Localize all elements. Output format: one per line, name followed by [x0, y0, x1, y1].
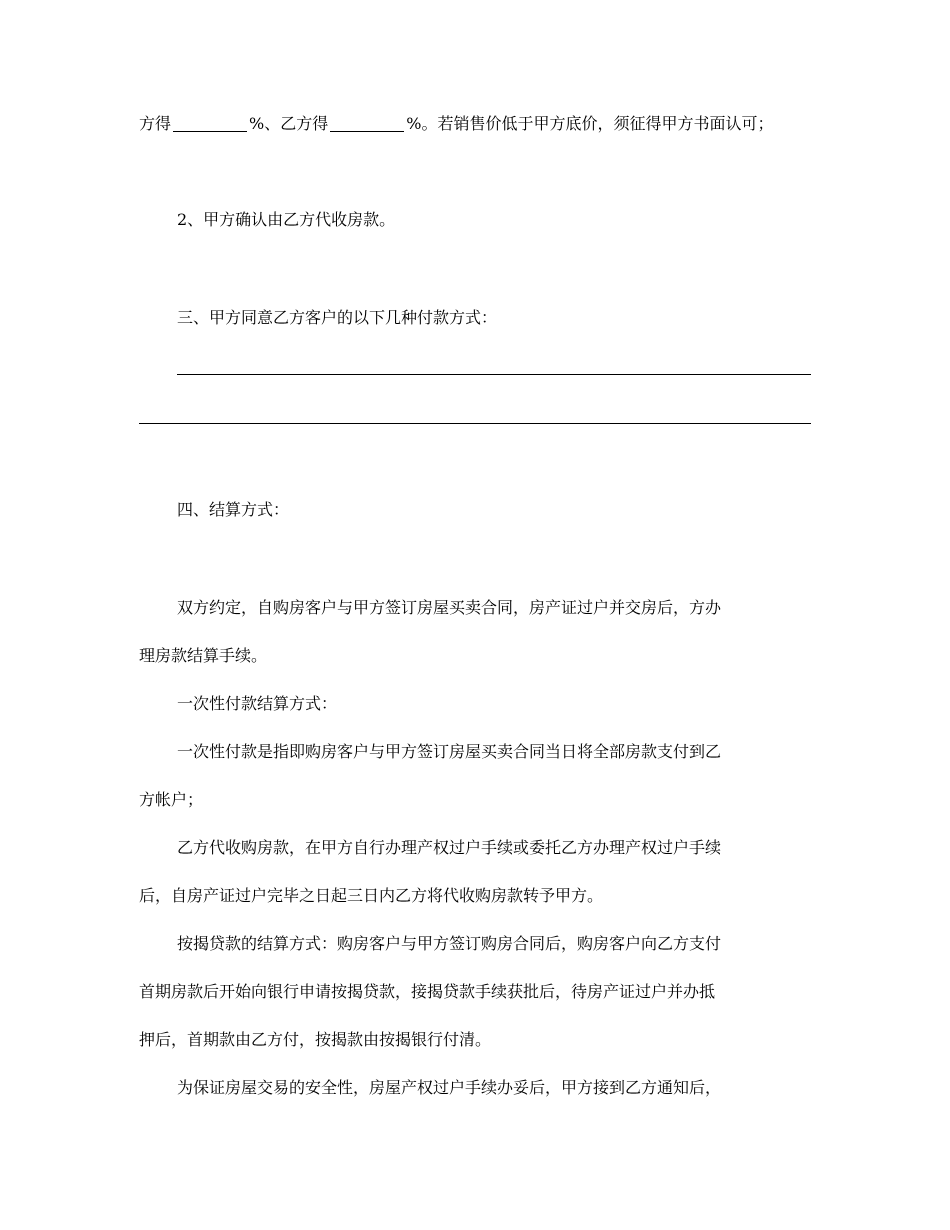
section-4-heading: 四、结算方式：: [177, 500, 290, 519]
paragraph-line: 理房款结算手续。: [139, 646, 268, 665]
text-segment: %。若销售价低于甲方底价，须征得甲方书面认可；: [406, 114, 774, 133]
paragraph-line: 一次性付款是指即购房客户与甲方签订房屋买卖合同当日将全部房款支付到乙: [177, 742, 722, 761]
blank-field-party-a-share[interactable]: [173, 115, 247, 132]
blank-field-party-b-share[interactable]: [330, 115, 404, 132]
paragraph-line: 方帐户；: [139, 790, 204, 809]
paragraph-line: 乙方代收购房款，在甲方自行办理产权过户手续或委托乙方办理产权过户手续: [177, 838, 722, 857]
paragraph-line: 为保证房屋交易的安全性，房屋产权过户手续办妥后，甲方接到乙方通知后，: [177, 1078, 722, 1097]
fill-in-rule[interactable]: [139, 423, 811, 424]
paragraph-line: 押后，首期款由乙方付，按揭款由按揭银行付清。: [139, 1030, 492, 1049]
paragraph-line: 按揭贷款的结算方式：购房客户与甲方签订购房合同后，购房客户向乙方支付: [177, 934, 722, 953]
section-3-heading: 三、甲方同意乙方客户的以下几种付款方式：: [177, 308, 498, 327]
share-percentage-line: [139, 112, 811, 136]
text-segment: 方得: [139, 114, 172, 133]
fill-in-rule[interactable]: [177, 374, 811, 375]
paragraph-line: 后，自房产证过户完毕之日起三日内乙方将代收购房款转予甲方。: [139, 886, 604, 905]
text-segment: %、乙方得: [249, 114, 329, 133]
paragraph-line: 一次性付款结算方式：: [177, 694, 338, 713]
clause-2: 2、甲方确认由乙方代收房款。: [177, 210, 396, 229]
paragraph-line: 双方约定，自购房客户与甲方签订房屋买卖合同，房产证过户并交房后，方办: [177, 598, 722, 617]
paragraph-line: 首期房款后开始向银行申请按揭贷款，接揭贷款手续获批后，待房产证过户并办抵: [139, 982, 716, 1001]
